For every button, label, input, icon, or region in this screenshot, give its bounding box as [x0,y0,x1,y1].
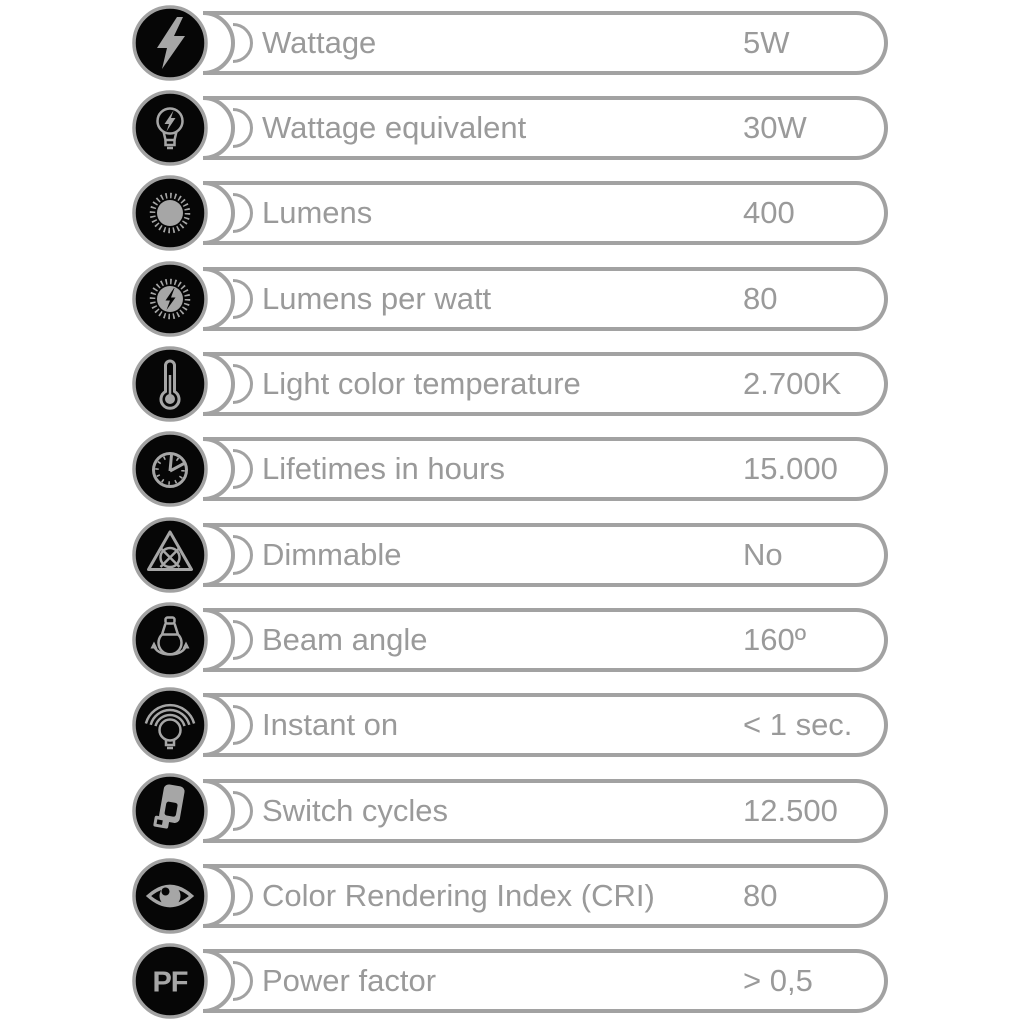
spec-row-instant-on [0,683,1024,768]
spec-value: 30W [743,109,807,145]
spec-row-beam-angle [0,597,1024,682]
sunburst-lightning-icon [132,261,208,337]
spec-value: 80 [743,280,778,316]
spec-label: Instant on [262,707,399,743]
spec-row-power-factor [0,939,1024,1024]
spec-value: 12.500 [743,792,838,828]
pill-inner-arc [213,876,253,916]
spec-pill [203,949,888,1013]
spec-label: Lifetimes in hours [262,451,505,487]
lightning-bolt-icon [132,5,208,81]
spec-label: Switch cycles [262,792,449,828]
spec-label: Lumens per watt [262,280,492,316]
spec-value: 400 [743,195,795,231]
switch-icon [132,773,208,849]
spec-pill [203,267,888,331]
spec-pill [203,437,888,501]
spec-row-color-temperature [0,341,1024,426]
thermometer-icon [132,346,208,422]
spec-label: Wattage equivalent [262,109,527,145]
spec-pill [203,96,888,160]
spec-label: Lumens [262,195,373,231]
spec-value: 160º [743,621,807,657]
spec-pill [203,608,888,672]
bulb-lightning-icon [132,90,208,166]
spec-value: 15.000 [743,451,838,487]
spec-row-wattage [0,0,1024,85]
pill-inner-arc [213,108,253,148]
spec-value: No [743,536,783,572]
spec-row-lumens [0,171,1024,256]
spec-value: 80 [743,877,778,913]
power-factor-icon [132,943,208,1019]
pill-inner-arc [213,449,253,489]
spec-row-switch-cycles [0,768,1024,853]
spec-label: Wattage [262,24,377,60]
pill-inner-arc [213,791,253,831]
spec-pill [203,352,888,416]
pill-inner-arc [213,23,253,63]
spec-value: 2.700K [743,365,842,401]
spec-pill [203,11,888,75]
pill-inner-arc [213,705,253,745]
spec-pill [203,779,888,843]
pf-label: PF [152,966,188,999]
spec-row-wattage-equivalent [0,85,1024,170]
spec-label: Color Rendering Index (CRI) [262,877,655,913]
eye-icon [132,858,208,934]
spec-pill [203,181,888,245]
spec-label: Beam angle [262,621,428,657]
instant-on-icon [132,687,208,763]
spec-value: 5W [743,24,790,60]
pill-inner-arc [213,193,253,233]
spec-row-cri [0,853,1024,938]
pill-inner-arc [213,961,253,1001]
spec-row-lumens-per-watt [0,256,1024,341]
spec-pill [203,523,888,587]
clock-icon [132,431,208,507]
spec-pill [203,864,888,928]
pill-inner-arc [213,279,253,319]
spec-label: Dimmable [262,536,402,572]
spec-row-lifetime [0,427,1024,512]
pill-inner-arc [213,535,253,575]
spec-label: Light color temperature [262,365,581,401]
beam-angle-icon [132,602,208,678]
spec-label: Power factor [262,963,437,999]
spec-value: > 0,5 [743,963,813,999]
pill-inner-arc [213,620,253,660]
spec-pill [203,693,888,757]
spec-value: < 1 sec. [743,707,853,743]
spec-row-dimmable [0,512,1024,597]
sunburst-icon [132,175,208,251]
no-dimmer-icon [132,517,208,593]
pill-inner-arc [213,364,253,404]
